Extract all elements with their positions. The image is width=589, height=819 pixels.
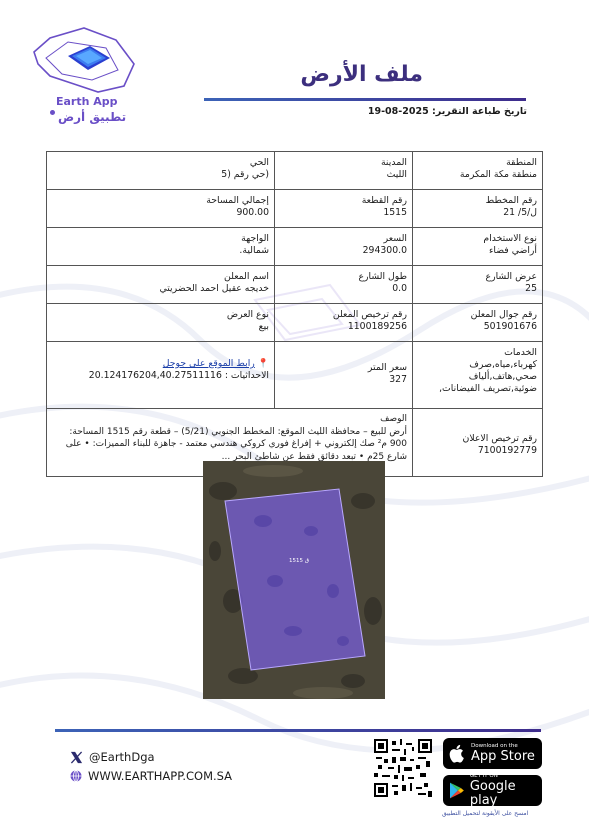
cell-label: عرض الشارع xyxy=(485,271,537,282)
parcel-label: 1515 ق xyxy=(288,558,310,564)
parcel-map-image xyxy=(203,461,385,699)
googleplay-big-text: Google play xyxy=(469,779,516,808)
apple-icon xyxy=(449,744,466,763)
cell-facade xyxy=(47,228,274,265)
cell-label: الحي xyxy=(249,157,269,168)
cell-label: المدينة xyxy=(380,157,407,168)
website-link[interactable]: WWW.EARTHAPP.COM.SA xyxy=(88,769,233,783)
cell-value: كهرباء,مياه,صرف صحي,هاتف,ألياف ضوئية,تصريف الفيضانات, xyxy=(439,359,537,394)
google-play-badge[interactable] xyxy=(443,775,542,806)
cell-value: منطقة مكة المكرمة xyxy=(459,169,537,180)
location-link-row xyxy=(52,358,269,370)
cell-value: 1100189256 xyxy=(347,321,407,332)
footer-divider xyxy=(55,729,541,732)
print-date-value: 2025-08-19 xyxy=(367,106,429,117)
cell-advertiser-license xyxy=(274,304,412,341)
cell-value: 0.0 xyxy=(392,283,407,294)
cell-label: رقم المخطط xyxy=(485,195,537,206)
appstore-small-text: Download on the xyxy=(471,743,518,749)
store-note: امسح على الأيقونة لتحميل التطبيق xyxy=(442,810,529,817)
table-row xyxy=(47,228,542,266)
twitter-handle[interactable]: @EarthDga xyxy=(89,750,155,764)
print-date xyxy=(368,106,527,117)
cell-street-width xyxy=(412,266,542,303)
app-store-badge[interactable] xyxy=(443,738,542,769)
cell-label: الخدمات xyxy=(504,347,537,358)
cell-label: رقم القطعة xyxy=(361,195,407,206)
map-pin-icon: 📍 xyxy=(257,359,269,369)
cell-label: رقم ترخيص المعلن xyxy=(332,309,407,320)
cell-value: خديجه عقيل احمد الحضريتي xyxy=(159,283,269,294)
qr-code-image[interactable] xyxy=(374,739,432,797)
twitter-row[interactable] xyxy=(70,750,155,764)
cell-value: 7100192779 xyxy=(477,445,537,456)
title-divider xyxy=(204,98,526,101)
cell-value: 900.00 xyxy=(236,207,269,218)
googleplay-small-text: GET IT ON xyxy=(469,773,498,779)
cell-value: 294300.0 xyxy=(362,245,407,256)
cell-offer-type xyxy=(47,304,274,341)
cell-label: طول الشارع xyxy=(358,271,407,282)
cell-value: أراضي فضاء xyxy=(489,245,537,256)
print-date-label: تاريخ طباعة التقرير: xyxy=(432,106,527,117)
cell-usage-type xyxy=(412,228,542,265)
logo-dot-icon xyxy=(50,110,55,115)
cell-label: سعر المتر xyxy=(367,362,407,373)
cell-value: 501901676 xyxy=(483,321,537,332)
cell-plot-number xyxy=(274,190,412,227)
google-play-icon xyxy=(449,781,465,800)
x-twitter-icon xyxy=(70,751,83,764)
globe-icon xyxy=(70,770,82,782)
google-maps-link[interactable]: رابط الموقع على جوجل xyxy=(162,358,255,369)
cell-label: اسم المعلن xyxy=(224,271,269,282)
table-row xyxy=(47,342,542,409)
cell-services xyxy=(412,342,542,408)
cell-value: 1515 xyxy=(383,207,407,218)
cell-value: الليث xyxy=(386,169,407,180)
cell-value: أرض للبيع – محافظة الليث الموقع: المخطط الجنوبي (5/21) – قطعة رقم 1515 المساحة: 900 م² صك إلكتروني + إفراغ فوري كروكي هندسي معتمد - جاهزة للبناء المميزات: • على شارع 25م • تبعد دقائق فقط عن شاطئ البحر ... xyxy=(65,426,407,462)
table-row xyxy=(47,190,542,228)
cell-meter-price xyxy=(274,342,412,408)
cell-advertiser-phone xyxy=(412,304,542,341)
land-info-table xyxy=(46,151,543,477)
cell-location xyxy=(47,342,274,408)
cell-plan-number xyxy=(412,190,542,227)
table-row xyxy=(47,152,542,190)
table-row xyxy=(47,304,542,342)
page-title: ملف الأرض xyxy=(300,62,423,87)
cell-city xyxy=(274,152,412,189)
coordinates-value: الاحداثيات : 20.124176204,40.27511116 xyxy=(88,370,269,381)
cell-label: نوع العرض xyxy=(226,309,269,320)
cell-region xyxy=(412,152,542,189)
cell-label: رقم جوال المعلن xyxy=(470,309,537,320)
cell-value: شمالية. xyxy=(239,245,269,256)
cell-label: رقم ترخيص الاعلان xyxy=(462,433,537,444)
cell-label: الواجهة xyxy=(241,233,269,244)
cell-label: إجمالي المساحة xyxy=(206,195,269,206)
cell-label: المنطقة xyxy=(506,157,537,168)
cell-street-length xyxy=(274,266,412,303)
cell-value: 327 xyxy=(389,374,407,385)
table-row xyxy=(47,266,542,304)
cell-value: بيع xyxy=(258,321,269,332)
cell-total-area xyxy=(47,190,274,227)
cell-value: (حي رقم (5 xyxy=(221,169,269,180)
logo-text-ar: تطبيق أرض xyxy=(58,110,127,124)
cell-label: نوع الاستخدام xyxy=(483,233,537,244)
cell-value: ل/5/ 21 xyxy=(503,207,537,218)
cell-label: الوصف xyxy=(380,414,407,424)
website-row[interactable] xyxy=(70,769,232,783)
cell-value: 25 xyxy=(525,283,537,294)
appstore-big-text: App Store xyxy=(471,749,535,764)
cell-ad-license xyxy=(412,409,542,476)
logo-text-en: Earth App xyxy=(56,95,118,108)
cell-district xyxy=(47,152,274,189)
cell-price xyxy=(274,228,412,265)
cell-advertiser-name xyxy=(47,266,274,303)
cell-label: السعر xyxy=(383,233,407,244)
